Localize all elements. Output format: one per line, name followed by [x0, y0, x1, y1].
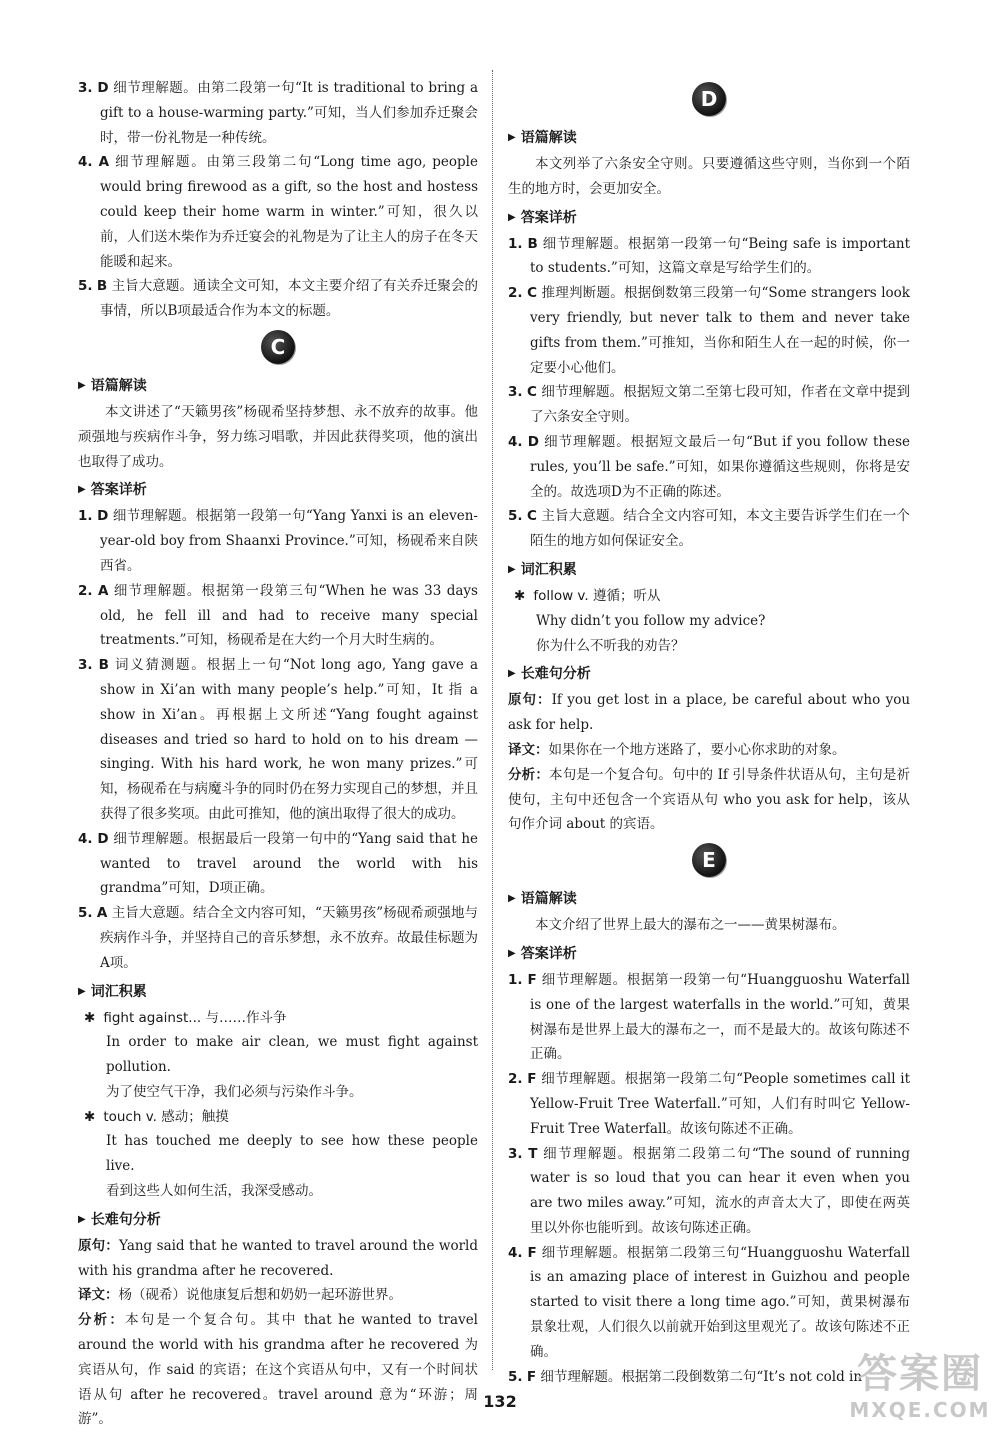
- arrow-icon: ▶: [508, 563, 516, 575]
- watermark-logo: 答案圈 MXQE.COM: [849, 1351, 991, 1422]
- vocab-entry: ✱ follow v. 遵循；听从 Why didn’t you follow my advice? 你为什么不听我的劝告？: [514, 587, 766, 654]
- page-number: 132: [483, 1392, 517, 1411]
- vocab-heading: ▶ 词汇积累: [508, 557, 910, 583]
- answers-heading: ▶ 答案详析: [508, 205, 910, 231]
- vocab-entry: ✱ fight against... 与……作斗争 In order to make air clean, we must fight against pollution. 为了使空气干净，我们必须与污染作斗争。: [84, 1009, 478, 1100]
- reading-heading: ▶ 语篇解读: [78, 373, 478, 399]
- section-c-badge-wrap: [78, 324, 478, 370]
- answer-item: 3. B 词义猜测题。根据上一句“Not long ago, Yang gave a show in Xi’an with many people’s help.”可知，It 指 a show in Xi’an。再根据上文所述“Yang fought against diseases and tried so hard to hold on to his dream — singing. With his hard work, he won many prizes.”可知，杨砚希在与病魔斗争的同时仍在努力实现自己的梦想，并且获得了很多奖项。由此可推知，他的演出取得了很大的成功。: [78, 657, 478, 822]
- section-c-badge: C: [261, 330, 295, 364]
- section-e-badge-wrap: [508, 837, 910, 883]
- answer-item: 5. A 主旨大意题。结合全文内容可知，“天籁男孩”杨砚希顽强地与疾病作斗争，并坚持自己的音乐梦想，永不放弃。故最佳标题为A项。: [78, 905, 479, 971]
- answer-item: 2. C 推理判断题。根据倒数第三段第一句“Some strangers look very friendly, but never talk to them and never take gifts from them.”可推知，当你和陌生人在一起的时候，你一定要小心他们。: [508, 285, 910, 376]
- arrow-icon: ▶: [508, 132, 516, 143]
- answer-item: 5. B 主旨大意题。通读全文可知，本文主要介绍了有关乔迁聚会的事情，所以B项最适合作为本文的标题。: [78, 278, 478, 320]
- analysis: 分析：本句是一个复合句。句中的 If 引导条件状语从句，主句是祈使句，主句中还包含一个宾语从句 who you ask for help，该从句作介词 about 的宾语。: [508, 766, 910, 833]
- translation: 译文：杨（砚希）说他康复后想和奶奶一起环游世界。: [78, 1287, 402, 1304]
- arrow-icon: ▶: [78, 985, 86, 997]
- arrow-icon: ▶: [78, 379, 86, 391]
- section-d-badge-wrap: [508, 76, 910, 122]
- answer-item: 1. B 细节理解题。根据第一段第一句“Being safe is important to students.”可知，这篇文章是写给学生们的。: [508, 235, 910, 277]
- section-e-badge: E: [692, 843, 726, 877]
- reading-heading: ▶ 语篇解读: [508, 125, 910, 151]
- answers-heading: ▶ 答案详析: [508, 941, 910, 967]
- arrow-icon: ▶: [508, 893, 516, 905]
- section-d-badge: D: [692, 82, 726, 116]
- answer-item: 4. D 细节理解题。根据最后一段第一句中的“Yang said that he wanted to travel around the world with his grandma”可知，D项正确。: [78, 830, 479, 897]
- left-column: [78, 76, 478, 1432]
- arrow-icon: ▶: [78, 484, 86, 496]
- answer-item: 2. A 细节理解题。根据第一段第三句“When he was 33 days old, he fell ill and had to receive many special treatments.”可知，杨砚希是在大约一个月大时生病的。: [78, 582, 478, 649]
- section-b-answers: [78, 76, 478, 324]
- answer-item: 3. T 细节理解题。根据第二段第二句“The sound of running water is so loud that you can hear it even when you are two miles away.”可知，流水的声音太大了，即使在两英里以外你也能听到。故该句陈述正确。: [508, 1145, 910, 1236]
- analysis: 分析：本句是一个复合句。其中 that he wanted to travel around the world with his grandma after he recovered 为宾语从句，作 said 的宾语；在这个宾语从句中，又有一个时间状语从句 after he recovered。travel around 意为“环游；周游”。: [78, 1312, 478, 1428]
- arrow-icon: ▶: [508, 947, 516, 959]
- answer-item: 4. D 细节理解题。根据短文最后一句“But if you follow these rules, you’ll be safe.”可知，如果你遵循这些规则，你将是安全的。故选项D为不正确的陈述。: [508, 433, 910, 500]
- star-icon: ✱: [514, 587, 526, 604]
- answer-item: 4. F 细节理解题。根据第二段第三句“Huangguoshu Waterfall is an amazing place of interest in Guizhou and people started to visit there a long time ago.”可知，黄果树瀑布景象壮观，人们很久以前就开始到这里观光了。故该句陈述不正确。: [508, 1244, 910, 1360]
- arrow-icon: ▶: [508, 668, 516, 680]
- right-column: [508, 76, 910, 1389]
- column-divider: [492, 70, 493, 1370]
- answer-item: 5. F 细节理解题。根据第二段倒数第二句“It’s not cold in: [508, 1368, 863, 1385]
- vocab-entry: ✱ touch v. 感动；触摸 It has touched me deeply to see how these people live. 看到这些人如何生活，我深受感动。: [84, 1108, 478, 1200]
- answer-item: 3. C 细节理解题。根据短文第二至第七段可知，作者在文章中提到了六条安全守则。: [508, 384, 910, 426]
- star-icon: ✱: [84, 1108, 96, 1125]
- reading-summary: 本文列举了六条安全守则。只要遵循这些守则，当你到一个陌生的地方时，会更加安全。: [508, 156, 910, 197]
- original-sentence: 原句：If you get lost in a place, be careful about who you ask for help.: [508, 692, 911, 734]
- answer-item: 3. D 细节理解题。由第二段第一句“It is traditional to bring a gift to a house-warming party.”可知，当人们参加乔迁聚会时，带一份礼物是一种传统。: [78, 80, 478, 146]
- sentence-heading: ▶ 长难句分析: [78, 1207, 478, 1233]
- original-sentence: 原句：Yang said that he wanted to travel around the world with his grandma after he recovered.: [78, 1237, 479, 1279]
- reading-summary: 本文介绍了世界上最大的瀑布之一——黄果树瀑布。: [535, 917, 846, 934]
- answer-item: 2. F 细节理解题。根据第一段第二句“People sometimes call it Yellow-Fruit Tree Waterfall.”可知，人们有时叫它 Yellow-Fruit Tree Waterfall。故该句陈述不正确。: [508, 1071, 910, 1137]
- arrow-icon: ▶: [508, 211, 516, 223]
- answer-item: 1. F 细节理解题。根据第一段第一句“Huangguoshu Waterfall is one of the largest waterfalls in the world.”可知，黄果树瀑布是世界上最大的瀑布之一，而不是最大的。故该句陈述不正确。: [508, 971, 910, 1063]
- star-icon: ✱: [84, 1009, 96, 1026]
- answer-item: 5. C 主旨大意题。结合全文内容可知，本文主要告诉学生们在一个陌生的地方如何保证安全。: [508, 508, 910, 550]
- answer-item: 4. A 细节理解题。由第三段第二句“Long time ago, people would bring firewood as a gift, so the host and hostess could keep their home warm in winter.”可知，很久以前，人们送木柴作为乔迁宴会的礼物是为了让主人的房子在冬天能暖和起来。: [78, 154, 478, 270]
- arrow-icon: ▶: [78, 1213, 86, 1225]
- vocab-heading: ▶ 词汇积累: [78, 979, 478, 1005]
- answer-item: 1. D 细节理解题。根据第一段第一句“Yang Yanxi is an eleven-year-old boy from Shaanxi Province.”可知，杨砚希来自陕西省。: [78, 508, 478, 574]
- translation: 译文：如果你在一个地方迷路了，要小心你求助的对象。: [508, 741, 846, 758]
- reading-heading: ▶ 语篇解读: [508, 886, 910, 912]
- answers-heading: ▶ 答案详析: [78, 477, 478, 503]
- reading-summary: 本文讲述了“天籁男孩”杨砚希坚持梦想、永不放弃的故事。他顽强地与疾病作斗争，努力练习唱歌，并因此获得奖项，他的演出也取得了成功。: [78, 403, 478, 470]
- sentence-heading: ▶ 长难句分析: [508, 661, 910, 687]
